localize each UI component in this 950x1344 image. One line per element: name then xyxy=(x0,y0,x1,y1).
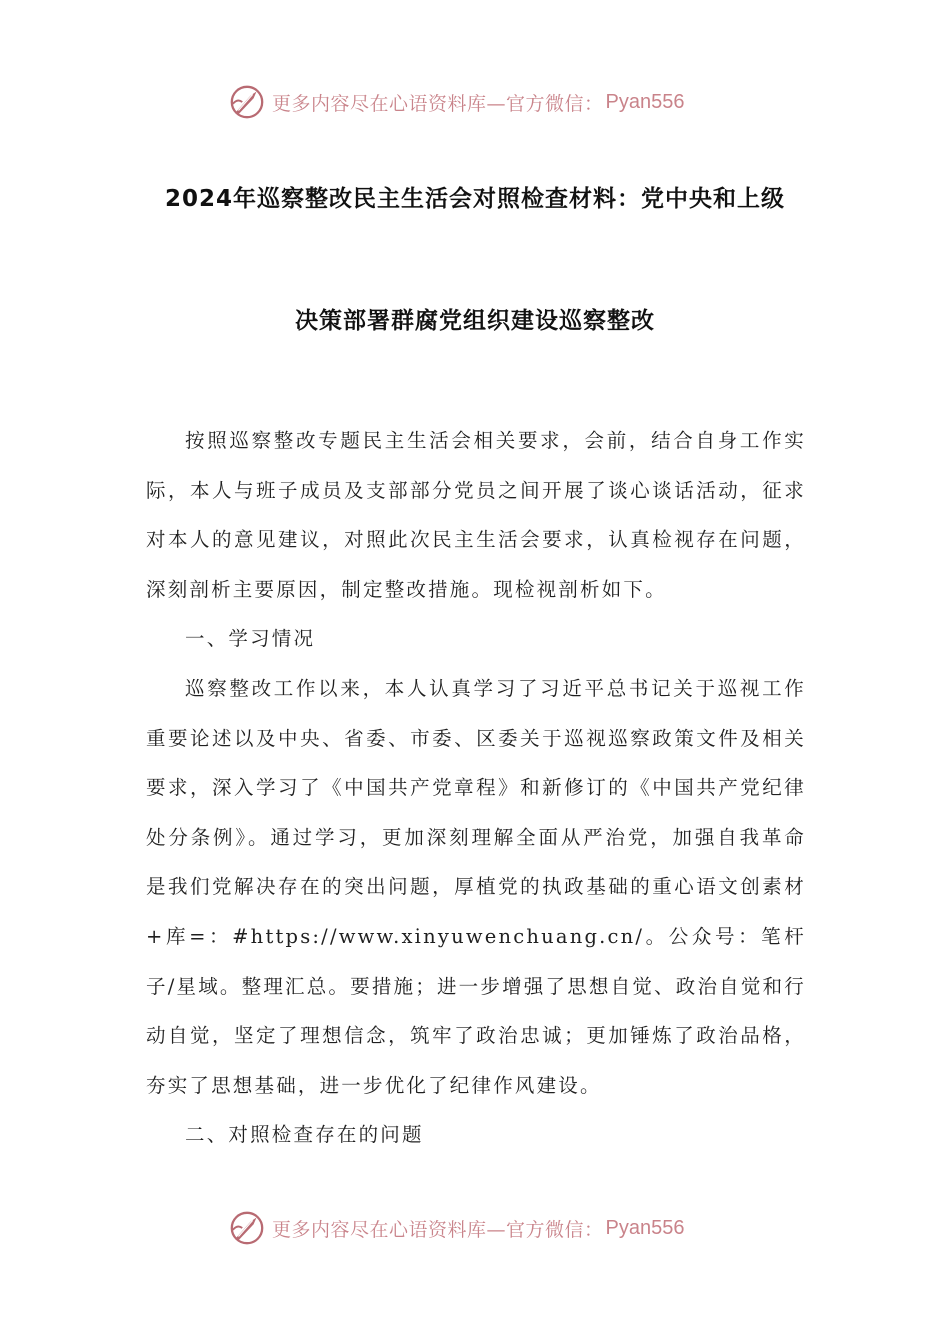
section-heading-study: 一、学习情况 xyxy=(185,627,316,651)
document-body xyxy=(146,416,806,1160)
pen-nib-circle-icon xyxy=(228,1209,266,1247)
section-heading-problems: 二、对照检查存在的问题 xyxy=(185,1123,424,1147)
watermark-text: 更多内容尽在心语资料库—官方微信： xyxy=(272,92,604,115)
watermark-text: 更多内容尽在心语资料库—官方微信： xyxy=(272,1218,604,1241)
watermark-wechat-id: Pyan556 xyxy=(605,1216,685,1239)
footer-watermark xyxy=(228,1208,684,1248)
paragraph-study: 巡察整改工作以来，本人认真学习了习近平总书记关于巡视工作重要论述以及中央、省委、市委、区委关于巡视巡察政策文件及相关要求，深入学习了《中国共产党章程》和新修订的《中国共产党纪律处分条例》。通过学习，更加深刻理解全面从严治党，加强自我革命是我们党解决存在的突出问题，厚植党的执政基础的重心语文创素材+库=：#https://www.xinyuwenchuang.cn/。公众号：笔杆子/星域。整理汇总。要措施；进一步增强了思想自觉、政治自觉和行动自觉，坚定了理想信念，筑牢了政治忠诚；更加锤炼了政治品格，夯实了思想基础，进一步优化了纪律作风建设。 xyxy=(146,676,806,1097)
pen-nib-circle-icon xyxy=(228,83,266,121)
document-title-line-1: 2024年巡察整改民主生活会对照检查材料：党中央和上级 xyxy=(164,186,785,212)
document-title-line-2: 决策部署群腐党组织建设巡察整改 xyxy=(295,308,655,334)
header-watermark xyxy=(228,82,684,122)
paragraph-intro: 按照巡察整改专题民主生活会相关要求，会前，结合自身工作实际，本人与班子成员及支部部分党员之间开展了谈心谈话活动，征求对本人的意见建议，对照此次民主生活会要求，认真检视存在问题，深刻剖析主要原因，制定整改措施。现检视剖析如下。 xyxy=(146,429,806,601)
watermark-wechat-id: Pyan556 xyxy=(605,90,685,113)
